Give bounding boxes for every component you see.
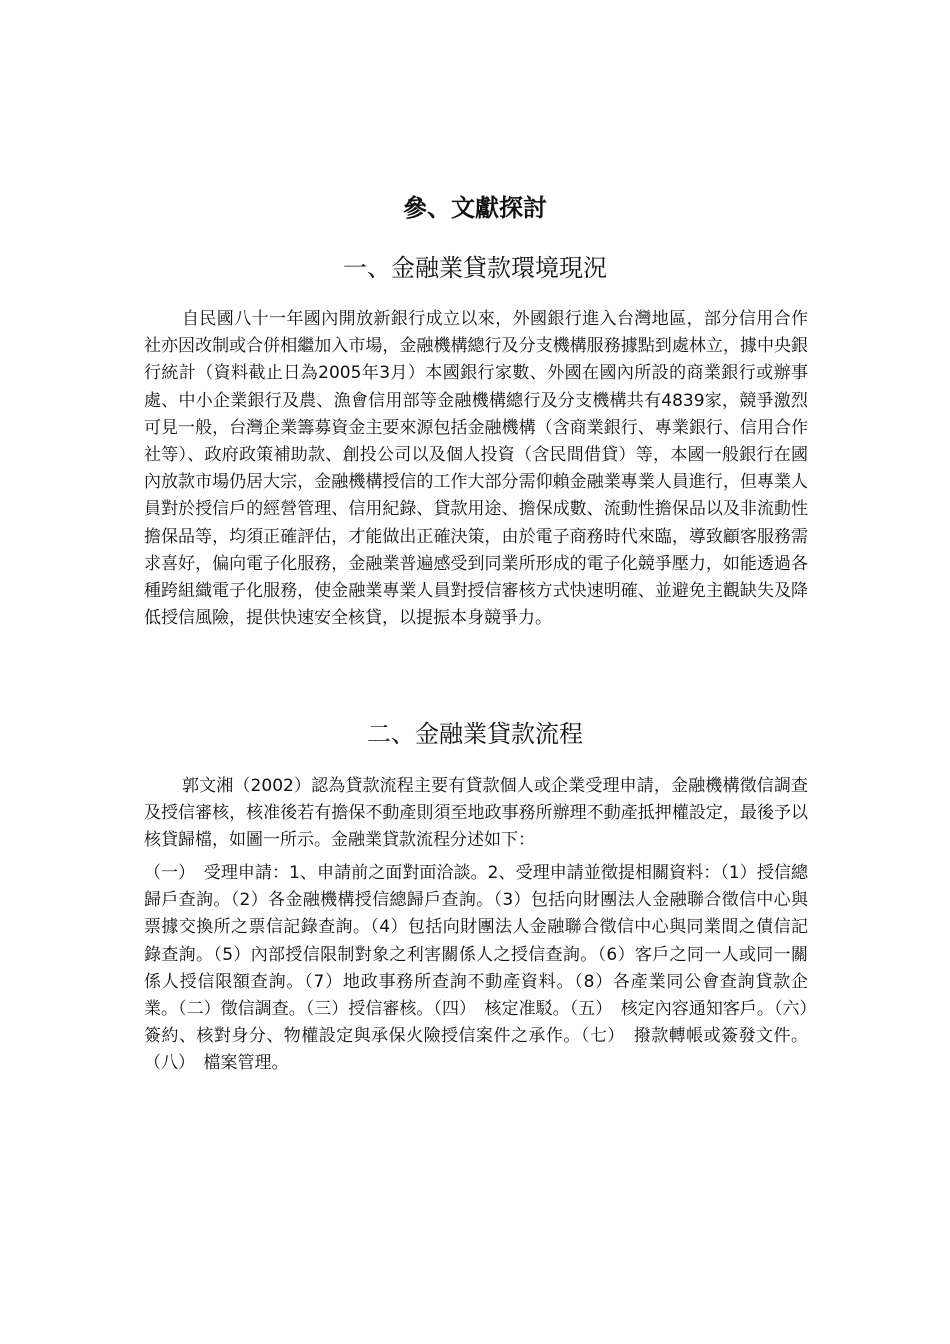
section-2-title: 二、金融業貸款流程	[367, 720, 583, 748]
chapter-title: 參、文獻探討	[403, 194, 547, 222]
section-2-paragraph-steps: （一） 受理申請：1、申請前之面對面洽談。2、受理申請並徵提相關資料：（1）授信總歸戶查詢。（2）各金融機構授信總歸戶查詢。（3）包括向財團法人金融聯合徵信中心與票據交換所之票信記錄查詢。（4）包括向財團法人金融聯合徵信中心與同業間之債信記錄查詢。（5）內部授信限制對象之利害關係人之授信查詢。（6）客戶之同一人或同一關係人授信限額查詢。（7）地政事務所查詢不動產資料。（8）各產業同公會查詢貸款企業。（二）徵信調查。（三）授信審核。（四） 核定准駁。（五） 核定內容通知客戶。（六）簽約、核對身分、物權設定與承保火險授信案件之承作。（七） 撥款轉帳或簽發文件。（八） 檔案管理。	[144, 863, 808, 1074]
section-2-paragraph-intro: 郭文湘（2002）認為貸款流程主要有貸款個人或企業受理申請，金融機構徵信調查及授信審核，核准後若有擔保不動產則須至地政事務所辦理不動產抵押權設定，最後予以核貸歸檔，如圖一所示。金融業貸款流程分述如下：	[144, 776, 808, 851]
section-1-paragraph: 自民國八十一年國內開放新銀行成立以來，外國銀行進入台灣地區，部分信用合作社亦因改制或合併相繼加入市場，金融機構總行及分支機構服務據點到處林立，據中央銀行統計（資料截止日為2005年3月）本國銀行家數、外國在國內所設的商業銀行或辦事處、中小企業銀行及農、漁會信用部等金融機構總行及分支機構共有4839家，競爭激烈可見一般，台灣企業籌募資金主要來源包括金融機構（含商業銀行、專業銀行、信用合作社等）、政府政策補助款、創投公司以及個人投資（含民間借貸）等，本國一般銀行在國內放款市場仍居大宗，金融機構授信的工作大部分需仰賴金融業專業人員進行，但專業人員對於授信戶的經營管理、信用紀錄、貸款用途、擔保成數、流動性擔保品以及非流動性擔保品等，均須正確評估，才能做出正確決策，由於電子商務時代來臨，導致顧客服務需求喜好，偏向電子化服務，金融業普遍感受到同業所形成的電子化競爭壓力，如能透過各種跨組織電子化服務，使金融業專業人員對授信審核方式快速明確、並避免主觀缺失及降低授信風險，提供快速安全核貸，以提振本身競爭力。	[144, 309, 808, 629]
section-1-title: 一、金融業貸款環境現況	[343, 254, 607, 282]
